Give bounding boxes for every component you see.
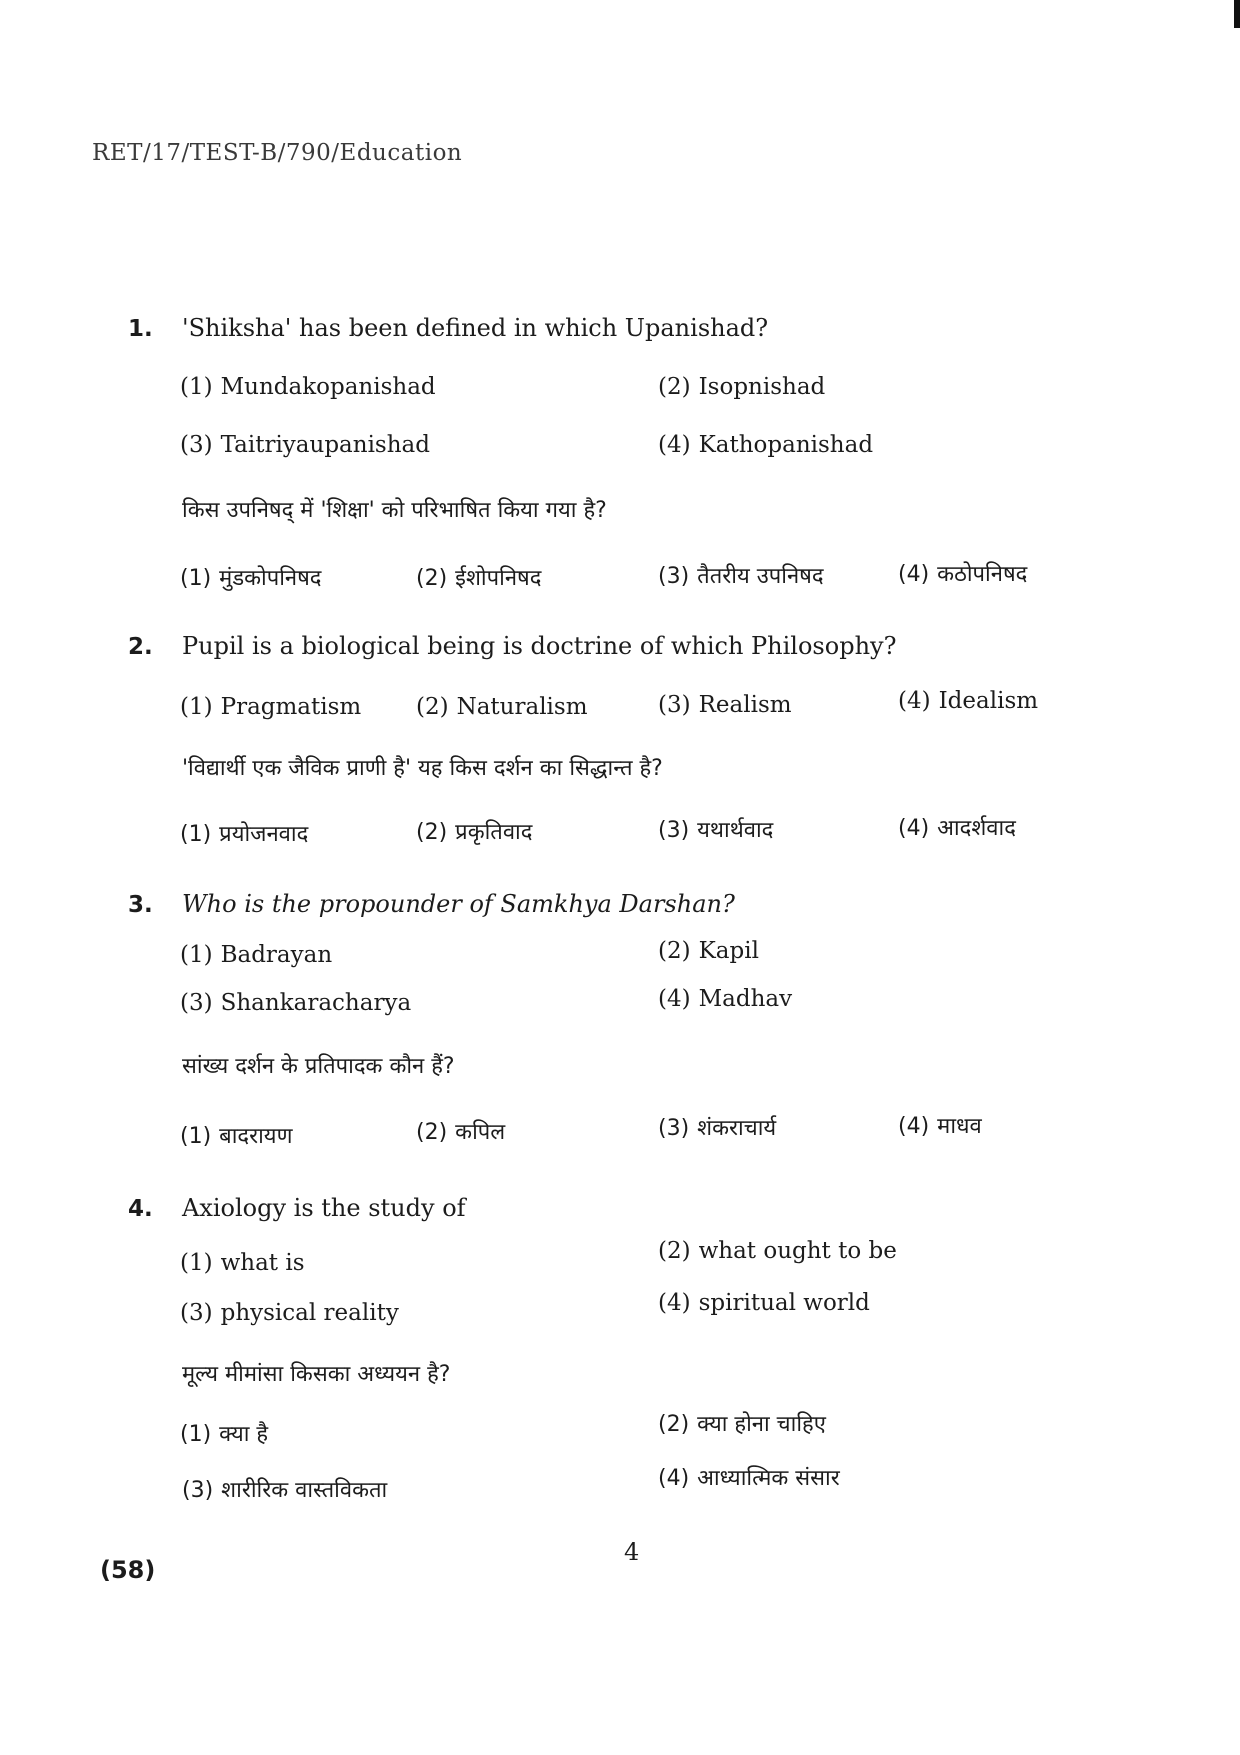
hindi-option-2: (2) क्या होना चाहिए [658, 1412, 826, 1437]
option-1: (1) Badrayan [180, 942, 333, 968]
option-4: (4) Madhav [658, 986, 793, 1012]
hindi-option-1: (1) क्या है [180, 1422, 269, 1447]
question-number: 1. [128, 316, 153, 342]
hindi-option-3: (3) शारीरिक वास्तविकता [182, 1478, 388, 1503]
option-3: (3) physical reality [180, 1300, 399, 1326]
option-2: (2) Isopnishad [658, 374, 826, 400]
question-text: 'Shiksha' has been defined in which Upanishad? [182, 314, 769, 342]
edge-mark [1234, 0, 1240, 28]
option-2: (2) Naturalism [416, 694, 588, 720]
hindi-option-4: (4) कठोपनिषद [898, 562, 1028, 587]
hindi-option-2: (2) कपिल [416, 1120, 506, 1145]
hindi-option-4: (4) आध्यात्मिक संसार [658, 1466, 840, 1491]
question-number: 2. [128, 634, 153, 660]
option-3: (3) Shankaracharya [180, 990, 412, 1016]
option-1: (1) Pragmatism [180, 694, 362, 720]
hindi-question-text: मूल्य मीमांसा किसका अध्ययन है? [182, 1362, 451, 1387]
hindi-option-4: (4) माधव [898, 1114, 982, 1139]
hindi-option-1: (1) मुंडकोपनिषद [180, 566, 322, 591]
booklet-code: (58) [100, 1556, 156, 1584]
option-3: (3) Realism [658, 692, 792, 718]
option-1: (1) what is [180, 1250, 305, 1276]
option-4: (4) spiritual world [658, 1290, 870, 1316]
question-text: Axiology is the study of [182, 1194, 466, 1222]
option-4: (4) Idealism [898, 688, 1039, 714]
hindi-question-text: किस उपनिषद् में 'शिक्षा' को परिभाषित किया गया है? [182, 498, 607, 523]
option-2: (2) Kapil [658, 938, 759, 964]
hindi-option-3: (3) शंकराचार्य [658, 1116, 777, 1141]
hindi-option-1: (1) बादरायण [180, 1124, 293, 1149]
hindi-option-3: (3) यथार्थवाद [658, 818, 774, 843]
hindi-option-2: (2) ईशोपनिषद [416, 566, 542, 591]
question-number: 3. [128, 892, 153, 918]
hindi-option-4: (4) आदर्शवाद [898, 816, 1016, 841]
hindi-question-text: सांख्य दर्शन के प्रतिपादक कौन हैं? [182, 1054, 455, 1079]
page-number: 4 [624, 1538, 640, 1566]
hindi-option-3: (3) तैतरीय उपनिषद [658, 564, 824, 589]
hindi-question-text: 'विद्यार्थी एक जैविक प्राणी है' यह किस दर्शन का सिद्धान्त है? [182, 756, 663, 781]
option-2: (2) what ought to be [658, 1238, 897, 1264]
paper-code: RET/17/TEST-B/790/Education [92, 140, 463, 166]
hindi-option-2: (2) प्रकृतिवाद [416, 820, 533, 845]
hindi-option-1: (1) प्रयोजनवाद [180, 822, 309, 847]
question-number: 4. [128, 1196, 153, 1222]
option-1: (1) Mundakopanishad [180, 374, 436, 400]
question-text: Who is the propounder of Samkhya Darshan? [182, 890, 735, 918]
option-3: (3) Taitriyaupanishad [180, 432, 430, 458]
question-text: Pupil is a biological being is doctrine of which Philosophy? [182, 632, 897, 660]
option-4: (4) Kathopanishad [658, 432, 874, 458]
